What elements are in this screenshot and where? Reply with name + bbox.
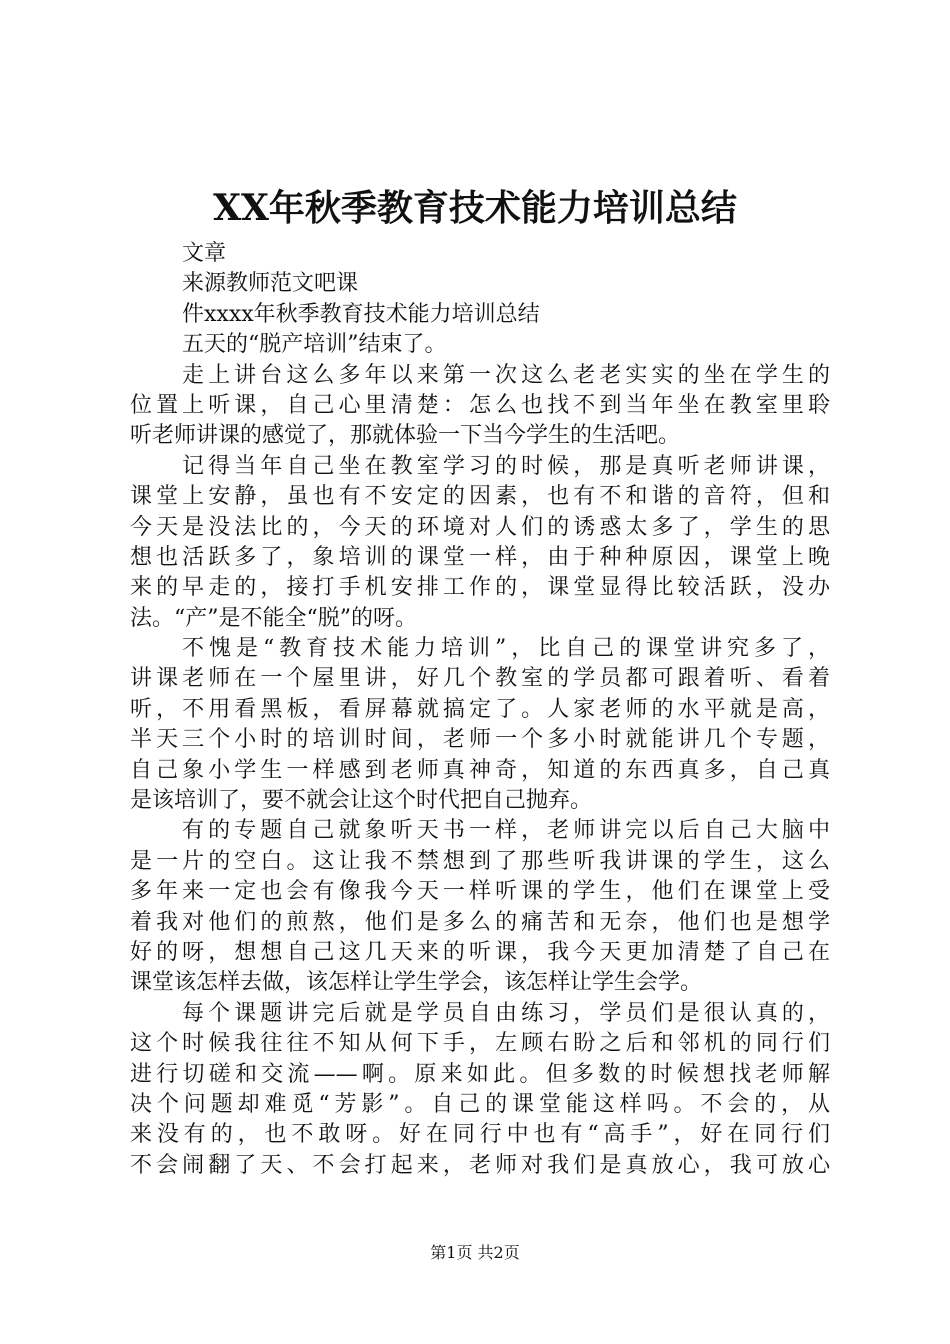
text-line: 自己象小学生一样感到老师真神奇，知道的东西真多，自己真 bbox=[130, 757, 830, 783]
text-line: 好的呀，想想自己这几天来的听课，我今天更加清楚了自己在 bbox=[130, 939, 830, 965]
text-line: 听，不用看黑板，看屏幕就搞定了。人家老师的水平就是高， bbox=[130, 696, 830, 722]
text-line: 不愧是“教育技术能力培训”，比自己的课堂讲究多了， bbox=[182, 636, 830, 662]
text-line: 这个时候我往往不知从何下手，左顾右盼之后和邻机的同行们 bbox=[130, 1031, 830, 1057]
text-line: 五天的“脱产培训”结束了。 bbox=[182, 332, 447, 358]
text-line: 是一片的空白。这让我不禁想到了那些听我讲课的学生，这么 bbox=[130, 848, 830, 874]
text-line: 不会闹翻了天、不会打起来，老师对我们是真放心，我可放心 bbox=[130, 1152, 830, 1178]
text-line: 走上讲台这么多年以来第一次这么老老实实的坐在学生的 bbox=[182, 362, 830, 388]
text-line: 文章 bbox=[182, 241, 227, 266]
text-line: 课堂上安静，虽也有不安定的因素，也有不和谐的音符，但和 bbox=[130, 484, 830, 510]
text-line: 进行切磋和交流——啊。原来如此。但多数的时候想找老师解 bbox=[130, 1061, 830, 1087]
text-line: 听老师讲课的感觉了，那就体验一下当今学生的生活吧。 bbox=[130, 423, 681, 449]
page-footer: 第1页 共2页 bbox=[430, 1243, 520, 1262]
text-line: 想也活跃多了，象培训的课堂一样，由于种种原因，课堂上晚 bbox=[130, 544, 830, 570]
text-line: 多年来一定也会有像我今天一样听课的学生，他们在课堂上受 bbox=[130, 879, 830, 905]
text-line: 课堂该怎样去做，该怎样让学生学会，该怎样让学生会学。 bbox=[130, 970, 703, 996]
text-line: 法。“产”是不能全“脱”的呀。 bbox=[130, 605, 417, 631]
text-line: 记得当年自己坐在教室学习的时候，那是真听老师讲课， bbox=[182, 453, 830, 479]
text-line: 来的早走的，接打手机安排工作的，课堂显得比较活跃，没办 bbox=[130, 575, 830, 601]
text-line: 每个课题讲完后就是学员自由练习，学员们是很认真的， bbox=[182, 1000, 830, 1026]
document-body bbox=[130, 239, 830, 1181]
text-line: 讲课老师在一个屋里讲，好几个教室的学员都可跟着听、看着 bbox=[130, 666, 830, 692]
text-line: 着我对他们的煎熬，他们是多么的痛苦和无奈，他们也是想学 bbox=[130, 909, 830, 935]
text-line: 决个问题却难觅“芳影”。自己的课堂能这样吗。不会的，从 bbox=[130, 1091, 830, 1117]
text-line: 来源教师范文吧课 bbox=[182, 271, 359, 297]
text-line: 件xxxx年秋季教育技术能力培训总结 bbox=[182, 301, 540, 327]
text-line: 是该培训了，要不就会让这个时代把自己抛弃。 bbox=[130, 788, 593, 814]
document-title: XX年秋季教育技术能力培训总结 bbox=[213, 187, 737, 229]
text-line: 位置上听课，自己心里清楚：怎么也找不到当年坐在教室里聆 bbox=[130, 392, 830, 418]
text-line: 今天是没法比的，今天的环境对人们的诱惑太多了，学生的思 bbox=[130, 514, 830, 540]
text-line: 来没有的，也不敢呀。好在同行中也有“高手”，好在同行们 bbox=[130, 1122, 830, 1148]
text-line: 有的专题自己就象听天书一样，老师讲完以后自己大脑中 bbox=[182, 818, 830, 844]
text-line: 半天三个小时的培训时间，老师一个多小时就能讲几个专题， bbox=[130, 727, 830, 753]
